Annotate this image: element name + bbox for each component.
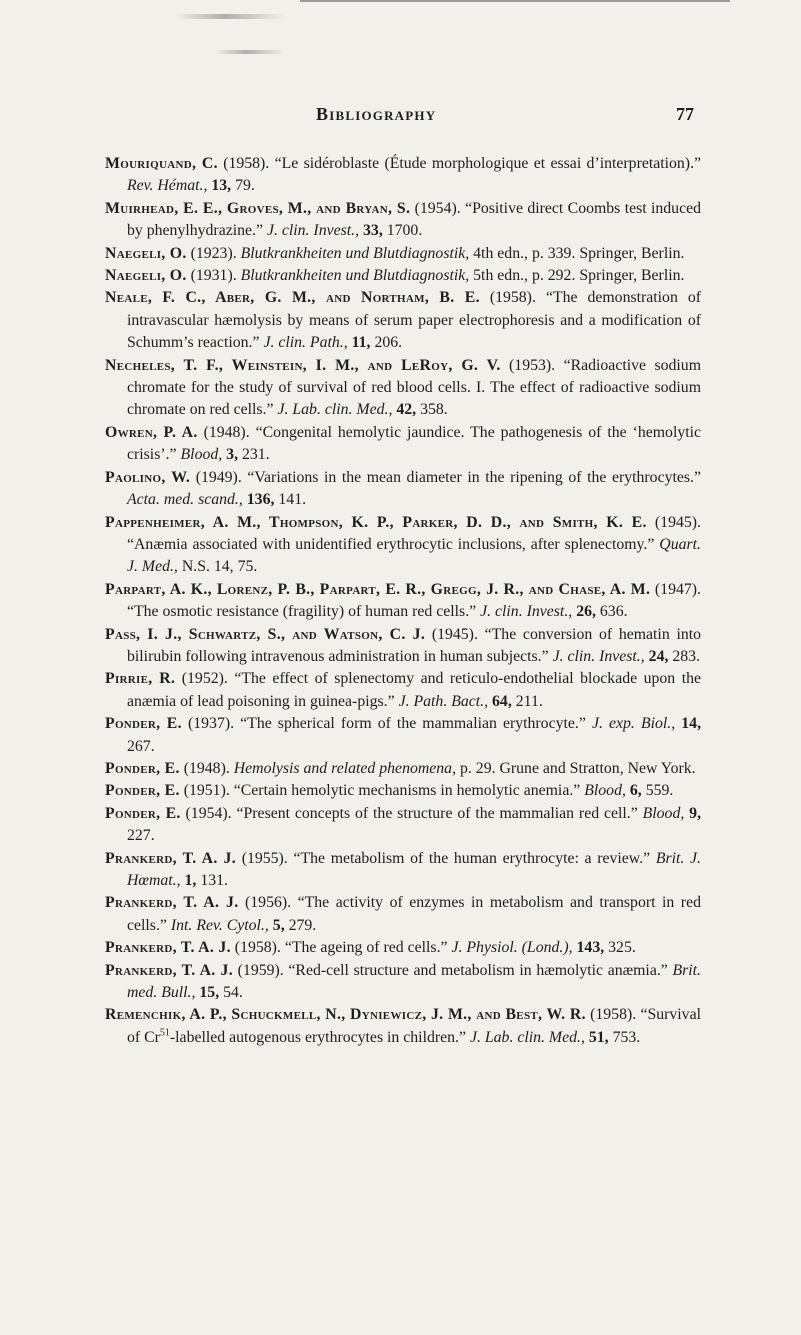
reference-entry [105,624,701,669]
ref-pages: 211. [515,692,543,710]
reference-entry [105,803,701,848]
ref-authors: Ponder, E. [105,782,180,800]
ref-journal: Quart. J. Med., [127,535,701,576]
reference-entry [105,960,701,1005]
ref-volume: 11, [351,334,371,352]
ref-journal: Blood, [584,782,626,800]
ref-journal: Brit. J. Hœmat., [127,849,702,889]
ref-title: “Anæmia associated with unidentified erythrocytic inclusions, after splenectomy.” [127,535,655,553]
reference-entry [105,153,701,198]
ref-volume: 33, [363,222,383,240]
ref-year: (1958). [489,289,536,307]
ref-authors: Prankerd, T. A. J. [105,894,239,912]
ref-pages: 325. [608,939,636,957]
ref-pages: 283. [672,647,701,665]
ref-year: (1954). [414,199,461,217]
ref-journal: Acta. med. scand., [127,491,243,509]
ref-year: (1951). [183,782,230,800]
ref-volume: 143, [576,939,605,957]
ref-title: “The osmotic resistance (fragility) of human red cells.” [127,603,477,621]
reference-entry [105,422,701,467]
ref-title: “Positive direct Coombs test induced by phenylhydrazine.” [127,199,701,240]
ref-pages: p. 29. Grune and Stratton, New York. [460,759,696,777]
ref-year: (1952). [181,670,228,688]
scan-smudge [215,50,285,54]
reference-entry [105,579,701,624]
ref-year: (1931). [190,267,237,285]
ref-year: (1947). [654,580,701,598]
ref-year: (1949). [195,468,242,486]
ref-authors: Paolino, W. [105,468,191,486]
ref-journal: J. Lab. clin. Med., [277,401,393,419]
ref-pages: 559. [645,782,674,800]
ref-volume: 26, [576,603,596,621]
ref-volume: 5, [272,916,285,934]
ref-year: (1955). [241,849,288,867]
ref-pages: 141. [278,491,307,509]
ref-book-title: Hemolysis and related phenomena, [233,759,457,777]
ref-volume: 14, [681,715,702,733]
ref-title: “Survival of Cr$^{51}$-labelled autogenous erythrocytes in children.” [127,1006,701,1046]
ref-pages: 79. [235,177,255,195]
reference-entry [105,287,701,354]
ref-year: (1958). [234,939,281,957]
ref-authors: Pirrie, R. [105,670,176,688]
ref-journal: Blood, [642,804,685,822]
ref-volume: N.S. 14, [181,558,234,576]
ref-title: “Present concepts of the structure of the mammalian red cell.” [236,804,638,822]
ref-title: “The effect of splenectomy and reticulo-endothelial blockade upon the anæmia of lead poisoning in guinea-pigs.” [127,670,702,710]
reference-entry [105,512,701,579]
ref-pages: 4th edn., p. 339. Springer, Berlin. [473,244,685,262]
ref-title: “Le sidéroblaste (Étude morphologique et essai d’interpretation).” [274,155,702,172]
ref-volume: 1, [184,872,197,889]
ref-authors: Remenchik, A. P., Schuckmell, N., Dyniewicz, J. M., and Best, W. R. [105,1006,586,1024]
ref-journal: J. clin. Invest., [480,603,573,621]
ref-pages: 54. [223,984,243,1002]
ref-pages: 753. [612,1028,641,1046]
ref-journal: J. clin. Path., [263,334,348,352]
ref-authors: Owren, P. A. [105,423,198,441]
ref-volume: 64, [492,692,512,710]
ref-year: (1923). [190,244,237,262]
ref-journal: Blood, [180,446,223,464]
ref-pages: 636. [599,603,628,621]
ref-title: “Red-cell structure and metabolism in hæmolytic anæmia.” [288,961,668,979]
ref-title: “Variations in the mean diameter in the ripening of the erythrocytes.” [247,468,702,486]
running-header [0,104,801,134]
ref-year: (1953). [509,356,556,374]
reference-entry [105,937,701,959]
ref-year: (1945). [654,513,701,531]
ref-title: “The metabolism of the human erythrocyte: a review.” [293,849,651,867]
reference-entry [105,243,701,265]
ref-volume: 9, [689,804,702,822]
reference-entry [105,848,701,893]
ref-authors: Ponder, E. [105,759,180,777]
reference-entry [105,467,701,512]
bibliography-list [105,153,701,1049]
ref-year: (1954). [185,804,232,822]
ref-year: (1959). [237,961,284,979]
ref-title: “Certain hemolytic mechanisms in hemolytic anemia.” [233,782,581,800]
ref-authors: Pappenheimer, A. M., Thompson, K. P., Parker, D. D., and Smith, K. E. [105,513,647,531]
ref-volume: 3, [226,446,239,464]
ref-authors: Parpart, A. K., Lorenz, P. B., Parpart, E. R., Gregg, J. R., and Chase, A. M. [105,580,651,598]
ref-authors: Muirhead, E. E., Groves, M., and Bryan, S. [105,199,411,217]
ref-volume: 24, [648,647,669,665]
ref-volume: 13, [211,177,232,195]
ref-year: (1948). [203,423,250,441]
ref-journal: J. clin. Invest., [552,647,645,665]
reference-entry [105,668,701,713]
ref-authors: Neale, F. C., Aber, G. M., and Northam, B. E. [105,289,480,307]
ref-year: (1958). [223,155,270,172]
ref-pages: 231. [241,446,270,464]
scan-edge-line [300,0,730,2]
ref-pages: 131. [200,872,228,889]
reference-entry [105,892,701,937]
ref-pages: 358. [420,401,448,419]
ref-journal: Rev. Hémat., [127,177,208,195]
ref-journal: J. Lab. clin. Med., [469,1028,585,1046]
ref-authors: Naegeli, O. [105,267,187,285]
ref-pages: 227. [127,827,155,845]
ref-authors: Necheles, T. F., Weinstein, I. M., and LeRoy, G. V. [105,356,501,374]
reference-entry [105,198,701,243]
ref-year: (1956). [245,894,292,912]
ref-title: “The ageing of red cells.” [284,939,448,957]
ref-year: (1937). [187,715,235,733]
running-title: Bibliography [316,104,437,124]
ref-authors: Mouriquand, C. [105,155,218,172]
ref-volume: 136, [246,491,275,509]
ref-book-title: Blutkrankheiten und Blutdiagnostik, [240,267,470,285]
ref-journal: J. Path. Bact., [398,692,489,710]
reference-entry [105,780,701,802]
ref-authors: Ponder, E. [105,715,182,733]
ref-authors: Ponder, E. [105,804,181,822]
ref-pages: 279. [288,916,317,934]
ref-journal: Brit. med. Bull., [127,961,701,1002]
ref-year: (1958). [590,1006,637,1024]
ref-title: “Congenital hemolytic jaundice. The pathogenesis of the ‘hemolytic crisis’.” [127,423,702,464]
ref-volume: 15, [199,984,220,1002]
ref-title: “The demonstration of intravascular hæmolysis by means of serum paper electrophoresis and a modification of Schumm’s reaction.” [127,289,701,352]
ref-book-title: Blutkrankheiten und Blutdiagnostik, [240,244,470,262]
ref-title: “The activity of enzymes in metabolism and transport in red cells.” [127,894,701,934]
ref-authors: Prankerd, T. A. J. [105,961,233,979]
ref-title: “The conversion of hematin into bilirubin following intravenous administration in human subjects.” [127,625,702,665]
ref-authors: Prankerd, T. A. J. [105,939,231,957]
ref-pages: 206. [374,334,403,352]
ref-authors: Prankerd, T. A. J. [105,849,236,867]
ref-journal: J. clin. Invest., [266,222,360,240]
ref-volume: 6, [629,782,642,800]
reference-entry [105,713,701,758]
ref-authors: Naegeli, O. [105,244,187,262]
ref-volume: 42, [396,401,417,419]
ref-year: (1945). [431,625,478,643]
ref-pages: 5th edn., p. 292. Springer, Berlin. [473,267,685,285]
ref-pages: 75. [237,558,258,576]
ref-title: “Radioactive sodium chromate for the study of survival of red blood cells. I. The effect of radioactive sodium chromate on red cells.” [127,356,701,419]
ref-title: “The spherical form of the mammalian erythrocyte.” [240,715,586,733]
reference-entry [105,355,701,422]
ref-pages: 1700. [386,222,423,240]
ref-journal: J. Physiol. (Lond.), [451,939,573,957]
ref-year: (1948). [183,759,230,777]
ref-journal: Int. Rev. Cytol., [170,916,269,934]
page-number: 77 [676,104,694,124]
ref-journal: J. exp. Biol., [591,715,676,733]
reference-entry [105,1004,701,1049]
ref-pages: 267. [127,737,155,755]
scan-smudge [175,14,285,19]
ref-volume: 51, [588,1028,609,1046]
reference-entry [105,265,701,287]
ref-authors: Pass, I. J., Schwartz, S., and Watson, C. J. [105,625,426,643]
reference-entry [105,758,701,780]
